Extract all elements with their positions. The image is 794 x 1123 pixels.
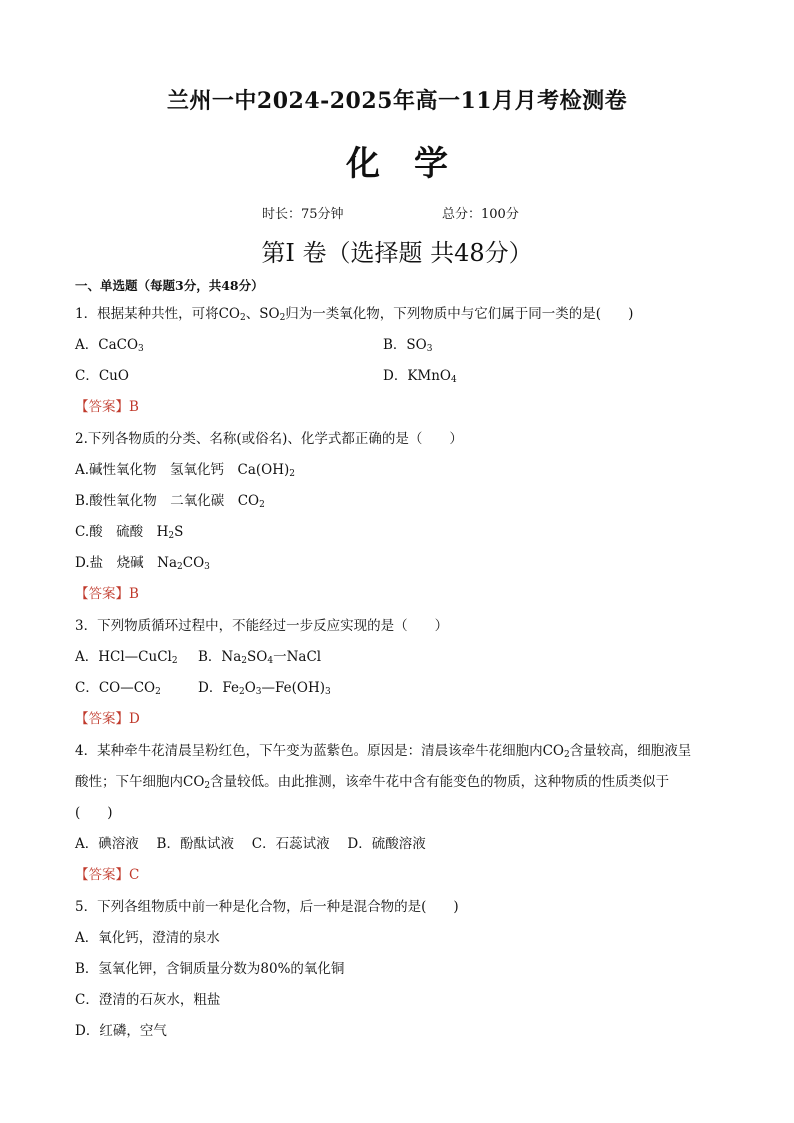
question-5-stem: 5．下列各组物质中前一种是化合物，后一种是混合物的是( ) bbox=[75, 899, 459, 915]
question-1-answer: 【答案】B bbox=[75, 399, 139, 415]
question-1-stem: 1．根据某种共性，可将$CO_2$、$SO_2$归为一类氧化物，下列物质中与它们属于同一类的是( ) bbox=[75, 306, 634, 323]
exam-title: 兰州一中2024-2025年高一11月月考检测卷 bbox=[166, 88, 628, 114]
question-1-option-a: A．CaCO$_3$ bbox=[75, 337, 144, 354]
question-5-option-a: A．氧化钙，澄清的泉水 bbox=[75, 930, 220, 946]
question-1-option-c: C．CuO bbox=[75, 368, 129, 384]
question-5-option-d: D．红磷，空气 bbox=[75, 1023, 167, 1039]
question-2-option-c: C.酸 硫酸 $H_2S$ bbox=[75, 524, 184, 541]
question-4-answer: 【答案】C bbox=[75, 867, 140, 883]
subject-title: 化学 bbox=[346, 144, 482, 184]
section-heading: 一、单选题（每题3分，共48分） bbox=[75, 278, 264, 293]
question-3-option-c: C．$CO—CO_2$ bbox=[75, 680, 161, 697]
question-2-option-d: D.盐 烧碱 $Na_2CO_3$ bbox=[75, 555, 210, 572]
question-2-answer: 【答案】B bbox=[75, 586, 139, 602]
exam-duration: 时长：75分钟 bbox=[262, 207, 344, 222]
question-1-option-d: D．KMnO$_4$ bbox=[383, 368, 457, 385]
question-2-option-b: B.酸性氧化物 二氧化碳 $CO_2$ bbox=[75, 493, 265, 510]
section-title: 第I 卷（选择题 共48分） bbox=[261, 239, 533, 267]
question-4-line-2: 酸性；下午细胞内$CO_2$含量较低。由此推测，该牵牛花中含有能变色的物质，这种物质的性质类似于 bbox=[75, 774, 670, 791]
question-5-option-b: B．氢氧化钾，含铜质量分数为80%的氧化铜 bbox=[75, 961, 345, 977]
question-4-line-1: 4．某种牵牛花清晨呈粉红色，下午变为蓝紫色。原因是：清晨该牵牛花细胞内$CO_2$含量较高，细胞液呈 bbox=[75, 743, 692, 760]
question-5-option-c: C．澄清的石灰水，粗盐 bbox=[75, 992, 221, 1008]
question-3-answer: 【答案】D bbox=[75, 711, 140, 727]
question-3-option-a: A．HCl—CuCl$_2$ bbox=[75, 649, 178, 666]
question-3-option-b: B．$Na_2SO_4$一NaCl bbox=[198, 649, 322, 666]
question-1-option-b: B．$SO_3$ bbox=[383, 337, 433, 354]
question-3-option-d: D．$Fe_2O_3—Fe(OH)_3$ bbox=[198, 680, 331, 697]
question-4-line-3: ( ) bbox=[75, 805, 113, 821]
question-4-options: A．碘溶液 B．酚酞试液 C．石蕊试液 D．硫酸溶液 bbox=[75, 836, 426, 852]
question-2-stem: 2.下列各物质的分类、名称(或俗名)、化学式都正确的是（ ） bbox=[75, 431, 463, 447]
question-3-stem: 3．下列物质循环过程中，不能经过一步反应实现的是（ ） bbox=[75, 618, 449, 634]
question-2-option-a: A.碱性氧化物 氢氧化钙 $Ca(OH)_2$ bbox=[75, 462, 296, 479]
exam-total-score: 总分：100分 bbox=[442, 207, 519, 222]
